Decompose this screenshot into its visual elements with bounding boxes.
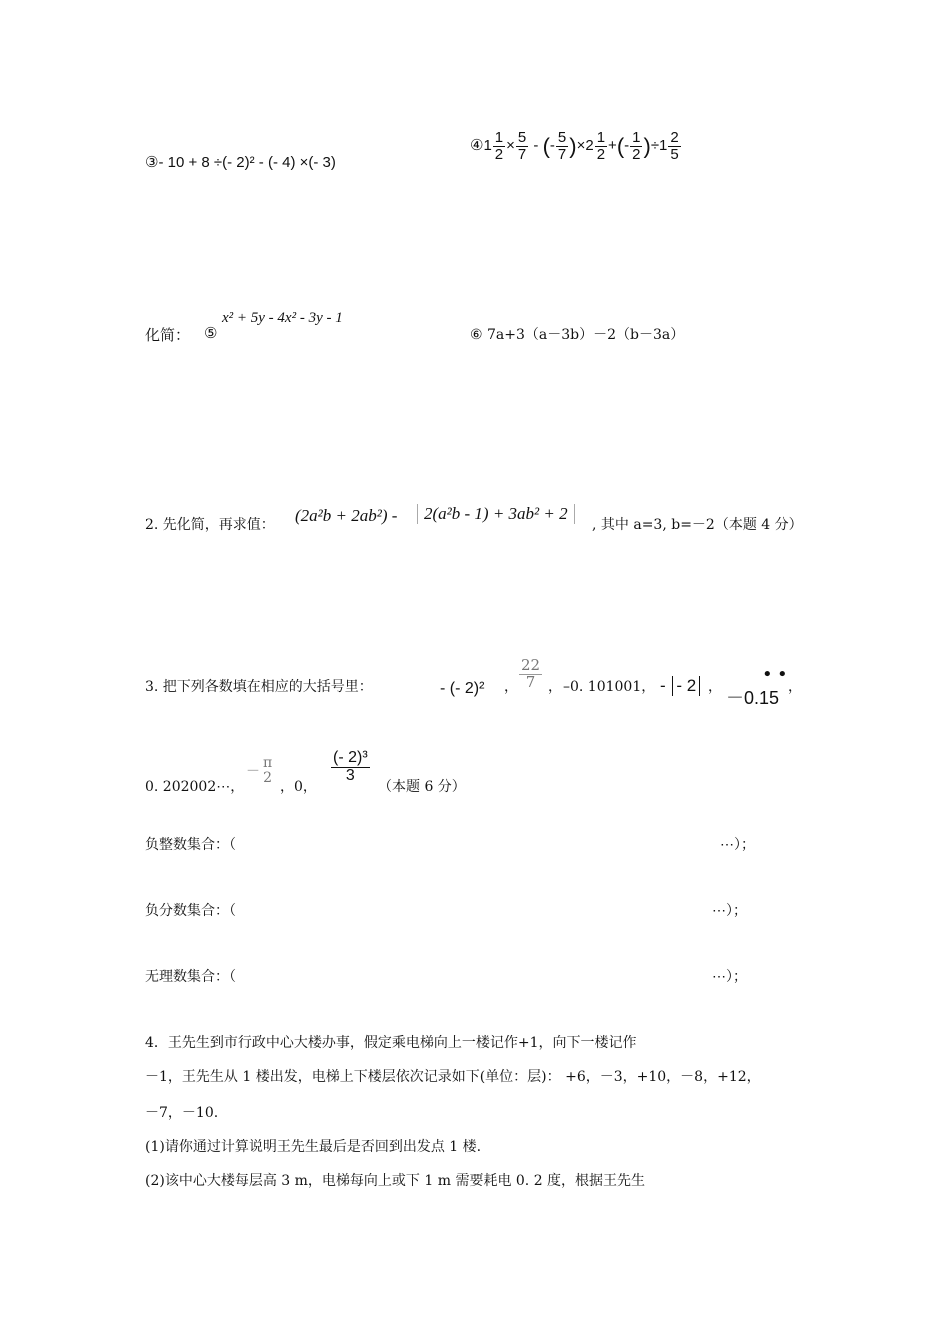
divide-one: ÷1 — [650, 137, 668, 155]
minus-sign: - — [533, 137, 539, 155]
set-negative-fractions-label: 负分数集合：（ — [145, 903, 236, 919]
whole-1: 1 — [483, 137, 492, 155]
q2-expr-a: (2a²b + 2ab²) - — [295, 506, 398, 525]
q2-prefix: 2. 先化简，再求值： — [145, 517, 275, 533]
times-sign: × — [506, 137, 515, 155]
neg-sign-2: - — [624, 137, 630, 155]
fraction-1: $\frac{1}{2}$ — [494, 129, 504, 163]
simplify-label: 化简： — [145, 326, 191, 344]
q3-prefix: 3. 把下列各数填在相应的大括号里： — [145, 679, 373, 695]
q3-number-5: －0.15 — [726, 688, 780, 708]
fraction-2: $\frac{5}{7}$ — [517, 129, 527, 163]
fraction-3: $\frac{5}{7}$ — [557, 129, 567, 163]
q2-expr-b: 2(a²b - 1) + 3ab² + 2 — [417, 504, 575, 524]
problem-4: ④1 $\frac{1}{2}$ × $\frac{5}{7}$ - (- $\frac{5}{7}$ )×2 $\frac{1}{2}$ +(- $\frac{1}{2}$ )÷1 $\frac{2}{5}$ — [470, 129, 679, 163]
comma: ， — [548, 679, 562, 695]
repeat-dot-1: • — [762, 664, 773, 685]
q2-suffix: , 其中 a=3, b=－2（本题 4 分） — [592, 517, 803, 533]
q4-line-5: (2)该中心大楼每层高 3 m，电梯每向上或下 1 m 需要耗电 0. 2 度，根据王先生 — [145, 1173, 646, 1189]
fraction-4: $\frac{1}{2}$ — [596, 129, 606, 163]
problem-4-label: ④ — [470, 137, 484, 155]
problem-6: ⑥ 7a+3（a－3b）－2（b－3a） — [470, 327, 685, 343]
set-irrational-label: 无理数集合：（ — [145, 969, 236, 985]
problem-3: ③- 10 + 8 ÷(- 2)² - (- 4) ×(- 3) — [145, 154, 336, 171]
neg-sign: - — [549, 137, 555, 155]
problem-5-label: ⑤ — [204, 324, 218, 342]
plus-sign: + — [608, 137, 617, 155]
q4-line-4: (1)请你通过计算说明王先生最后是否回到出发点 1 楼. — [145, 1139, 482, 1155]
set-negative-integers-label: 负整数集合：（ — [145, 837, 236, 853]
set-negative-integers-end: ⋯）； — [720, 837, 755, 853]
q4-line-3: －7，－10. — [145, 1105, 219, 1121]
q3-number-7: － π 2 — [246, 755, 273, 786]
problem-5: x² + 5y - 4x² - 3y - 1 — [222, 310, 343, 326]
fraction-5: $\frac{1}{2}$ — [632, 129, 641, 163]
q3-number-9: $\frac{\text{(- 2)³}}{3}$ — [333, 749, 368, 784]
comma: ， — [788, 679, 802, 695]
set-negative-fractions-end: ⋯）； — [712, 903, 747, 919]
q4-line-1: 4．王先生到市行政中心大楼办事，假定乘电梯向上一楼记作+1，向下一楼记作 — [145, 1035, 637, 1051]
fraction-6: $\frac{2}{5}$ — [670, 129, 679, 163]
q3-number-6: 0. 202002⋯， — [145, 779, 245, 795]
q3-number-8: ，0， — [280, 779, 317, 795]
q3-score: （本题 6 分） — [378, 779, 466, 795]
q3-number-4: - - 2 — [660, 676, 702, 696]
q3-number-3: –0. 101001， — [563, 679, 656, 695]
times-two: ×2 — [576, 137, 594, 155]
q3-number-2: $\frac{22}{7}$ — [521, 656, 541, 691]
q4-line-2: －1，王先生从 1 楼出发，电梯上下楼层依次记录如下(单位：层)： +6，－3，+10，－8，+12， — [145, 1069, 761, 1085]
set-irrational-end: ⋯）； — [712, 969, 747, 985]
q3-number-1: - (- 2)² — [440, 680, 485, 697]
comma: ， — [708, 679, 722, 695]
repeat-dot-2: • — [777, 664, 788, 685]
comma: ， — [504, 679, 518, 695]
